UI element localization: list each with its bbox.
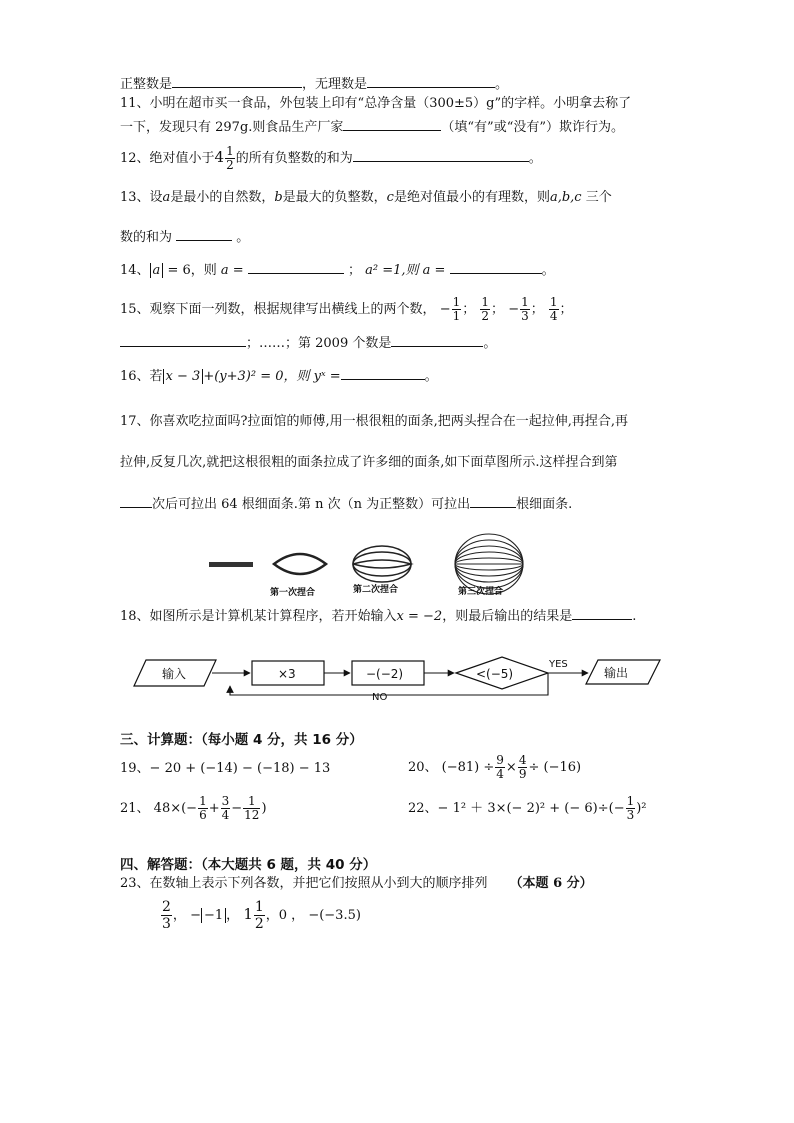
question-15-line-2: ；……；第 2009 个数是 。: [120, 333, 496, 353]
input-label: 输入: [162, 667, 187, 681]
no-label: NO: [372, 692, 388, 702]
question-17-line-2: 拉伸,反复几次,就把这根很粗的面条拉成了许多细的面条,如下面草图所示.这样捏合到第: [120, 455, 618, 470]
answer-blank[interactable]: [450, 260, 542, 274]
question-23: 23、在数轴上表示下列各数，并把它们按照从小到大的顺序排列 （本题 6 分）: [120, 876, 593, 891]
program-flowchart: [128, 652, 664, 702]
section-4-title: 四、解答题：（本大题共 6 题，共 40 分）: [120, 857, 377, 873]
question-20: 20、 (−81) ÷ $\frac{9}{4}$ × $\frac{4}{9}$ ÷ (−16): [408, 753, 582, 781]
third-fold-shape: [455, 534, 523, 594]
fraction: $\frac{1}{4}$: [549, 295, 558, 323]
fraction: $\frac{1}{6}$: [199, 794, 207, 822]
question-21: 21、 48×(− $\frac{1}{6}$ + $\frac{3}{4}$ − $\frac{1}{12}$ ): [120, 794, 267, 822]
question-19: 19、− 20 + (−14) − (−18) − 13: [120, 761, 331, 776]
q10-tail: 正整数是 ，无理数是 。: [120, 74, 508, 94]
question-17-line-1: 17、你喜欢吃拉面吗?拉面馆的师傅,用一根很粗的面条,把两头捏合在一起拉伸,再捏合,再: [120, 414, 629, 429]
question-17-line-3: 次后可拉出 64 根细面条.第 n 次（n 为正整数）可拉出 根细面条.: [120, 494, 572, 514]
fraction: $\frac{1}{2}$: [481, 295, 490, 323]
multiply-label: ×3: [278, 667, 296, 681]
answer-blank[interactable]: [391, 333, 483, 347]
fraction: $\frac{1}{12}$: [244, 794, 260, 822]
question-12: 12、绝对值小于4 $\frac{1}{2}$ 的所有负整数的和为 。: [120, 144, 542, 172]
second-fold-shape: [353, 546, 411, 582]
fraction: $\frac{9}{4}$: [496, 753, 504, 781]
answer-blank[interactable]: [343, 117, 441, 131]
noodle-diagram: [200, 528, 570, 600]
answer-blank[interactable]: [172, 74, 302, 88]
question-15-line-1: 15、观察下面一列数，根据规律写出横线上的两个数， − $\frac{1}{1}$ ； $\frac{1}{2}$ ； − $\frac{1}{3}$ ； $\frac{1}{4}$ ；: [120, 295, 573, 323]
subtract-label: −(−2): [366, 667, 404, 681]
fraction: $\frac{1}{2}$: [254, 899, 264, 932]
answer-blank[interactable]: [367, 74, 495, 88]
fraction: $\frac{1}{3}$: [521, 295, 529, 323]
fraction: $\frac{1}{2}$: [226, 144, 234, 172]
answer-blank[interactable]: [176, 227, 232, 241]
answer-blank[interactable]: [572, 606, 632, 620]
answer-blank[interactable]: [248, 260, 344, 274]
fraction: $\frac{1}{3}$: [626, 794, 635, 822]
question-14: 14、 a = 6，则 a = ； a² =1,则 a = 。: [120, 260, 555, 280]
caption-second-fold: 第二次捏合: [353, 585, 399, 595]
question-18: 18、如图所示是计算机某计算程序，若开始输入x = −2，则最后输出的结果是 .: [120, 606, 636, 626]
question-23-numbers: $\frac{2}{3}$ ， − −1 ， 1 $\frac{1}{2}$ ，0 ， −(−3.5): [162, 899, 361, 932]
first-fold-shape: [274, 554, 326, 574]
question-11-line-2: 一下，发现只有 297g.则食品生产厂家 （填“有”或“没有”）欺诈行为。: [120, 117, 624, 137]
answer-blank[interactable]: [120, 333, 246, 347]
output-label: 输出: [604, 666, 629, 680]
question-16: 16、若 x − 3 +(y+3)² = 0，则 yˣ = 。: [120, 366, 438, 386]
compare-label: <(−5): [476, 667, 514, 681]
answer-blank[interactable]: [470, 494, 516, 508]
caption-third-fold: 第三次捏合: [458, 587, 504, 597]
answer-blank[interactable]: [341, 366, 425, 380]
yes-label: YES: [549, 659, 568, 670]
section-3-title: 三、计算题：（每小题 4 分，共 16 分）: [120, 732, 363, 748]
question-13-line-1: 13、设a是最小的自然数，b是最大的负整数，c是绝对值最小的有理数，则a,b,c 三个: [120, 190, 612, 205]
fraction: $\frac{3}{4}$: [221, 794, 230, 822]
fraction: $\frac{1}{1}$: [452, 295, 461, 323]
answer-blank[interactable]: [353, 148, 529, 162]
question-13-line-2: 数的和为 。: [120, 227, 249, 247]
question-22: 22、− 1² ＋ 3×(− 2)² + (− 6)÷(− $\frac{1}{3}$ )²: [408, 794, 647, 822]
question-11-line-1: 11、小明在超市买一食品，外包装上印有“总净含量（300±5）g”的字样。小明拿去称了: [120, 96, 632, 111]
answer-blank[interactable]: [120, 494, 152, 508]
caption-first-fold: 第一次捏合: [270, 588, 316, 598]
fraction: $\frac{2}{3}$: [162, 899, 171, 932]
fraction: $\frac{4}{9}$: [518, 753, 527, 781]
thick-noodle: [209, 562, 253, 567]
